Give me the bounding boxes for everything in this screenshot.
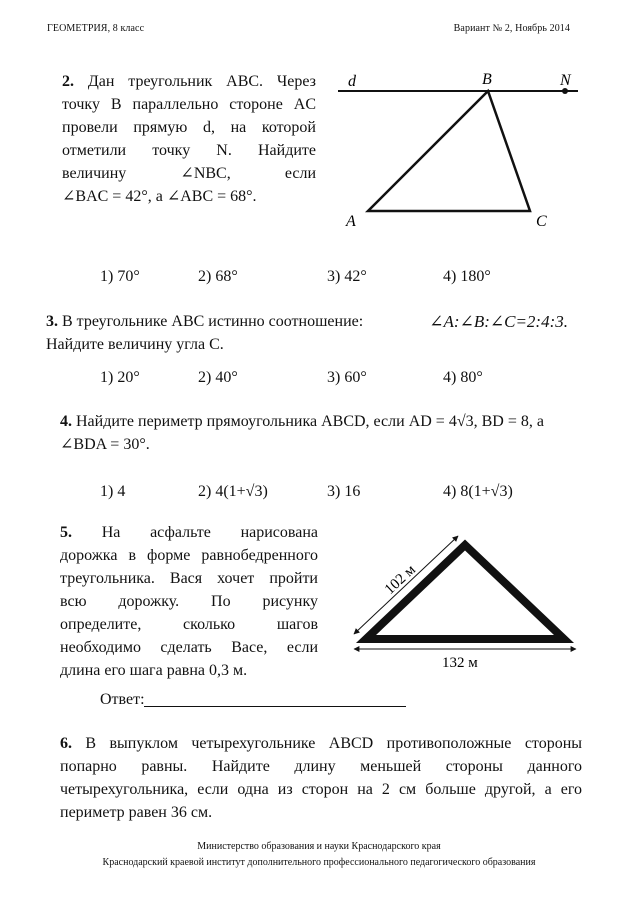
problem-5-line-6: необходимо сделать Васе, если [60, 639, 318, 656]
side-label: 102 м [381, 561, 419, 598]
problem-5-text [60, 521, 318, 682]
header-variant: Вариант № 2, Ноябрь 2014 [453, 23, 570, 34]
problem-2-text [62, 70, 316, 208]
problem-3-line-2: Найдите величину угла C. [46, 336, 224, 353]
problem-5-line-2: дорожка в форме равнобедренного [60, 547, 318, 564]
header-subject: ГЕОМЕТРИЯ, 8 класс [47, 23, 145, 34]
problem-2-option-2: 2) 68° [198, 268, 238, 285]
problem-2-option-4: 4) 180° [443, 268, 491, 285]
problem-4-line-1: 4. Найдите периметр прямоугольника ABCD, если AD = 4√3, BD = 8, а [60, 413, 544, 430]
problem-5-line-4: всю дорожку. По рисунку [60, 593, 318, 610]
problem-4-option-4: 4) 8(1+√3) [443, 483, 513, 500]
problem-2-line-6: ∠BAC = 42°, а ∠ABC = 68°. [62, 188, 257, 205]
problem-6-line-3: четырехугольника, если одна из сторон на 2 см больше другой, а его [60, 781, 582, 798]
footer-institute: Краснодарский краевой институт дополнительного профессионального педагогического образования [102, 857, 536, 868]
problem-4-line-2: ∠BDA = 30°. [60, 436, 150, 453]
problem-4-option-3: 3) 16 [327, 483, 361, 500]
problem-3-text [46, 310, 568, 356]
problem-6-text [60, 732, 582, 824]
label-a: A [346, 213, 356, 230]
base-label: 132 м [442, 655, 478, 671]
problem-3-line-1: 3. В треугольнике ABC истинно соотношение: ∠A:∠B:∠C=2:4:3. [46, 312, 568, 331]
problem-2-option-3: 3) 42° [327, 268, 367, 285]
label-d: d [348, 73, 356, 90]
problem-3-option-1: 1) 20° [100, 369, 140, 386]
problem-4-text [60, 410, 580, 456]
problem-3-option-4: 4) 80° [443, 369, 483, 386]
label-c: C [536, 213, 547, 230]
problem-2-line-1: 2. Дан треугольник ABC. Через [62, 73, 316, 90]
problem-4-option-1: 1) 4 [100, 483, 126, 500]
problem-2-line-4: отметили точку N. Найдите [62, 142, 316, 159]
problem-2-line-5: величину ∠NBC, если [62, 165, 316, 182]
problem-2-line-3: провели прямую d, на которой [62, 119, 316, 136]
answer-field[interactable] [144, 706, 406, 707]
problem-6-line-4: периметр равен 36 см. [60, 804, 213, 821]
answer-label: Ответ: [100, 691, 145, 708]
problem-5-line-3: треугольника. Вася хочет пройти [60, 570, 318, 587]
problem-5-line-7: длина его шага равна 0,3 м. [60, 662, 248, 679]
problem-5-line-5: определите, сколько шагов [60, 616, 318, 633]
label-n: N [560, 72, 571, 89]
problem-6-line-1: 6. В выпуклом четырехугольнике ABCD противоположные стороны [60, 735, 583, 752]
problem-6-line-2: попарно равны. Найдите длину меньшей стороны данного [60, 758, 582, 775]
problem-3-option-2: 2) 40° [198, 369, 238, 386]
problem-2-option-1: 1) 70° [100, 268, 140, 285]
problem-4-option-2: 2) 4(1+√3) [198, 483, 268, 500]
footer-ministry: Министерство образования и науки Краснодарского края [197, 841, 441, 852]
problem-3-option-3: 3) 60° [327, 369, 367, 386]
problem-5-figure [340, 525, 585, 675]
label-b: B [482, 71, 492, 88]
triangle-abc [368, 91, 530, 211]
problem-5-line-1: 5. На асфальте нарисована [60, 524, 319, 541]
problem-2-line-2: точку B параллельно стороне AC [62, 96, 316, 113]
problem-3-ratio: ∠A:∠B:∠C=2:4:3. [429, 312, 568, 331]
problem-2-figure [320, 66, 590, 236]
